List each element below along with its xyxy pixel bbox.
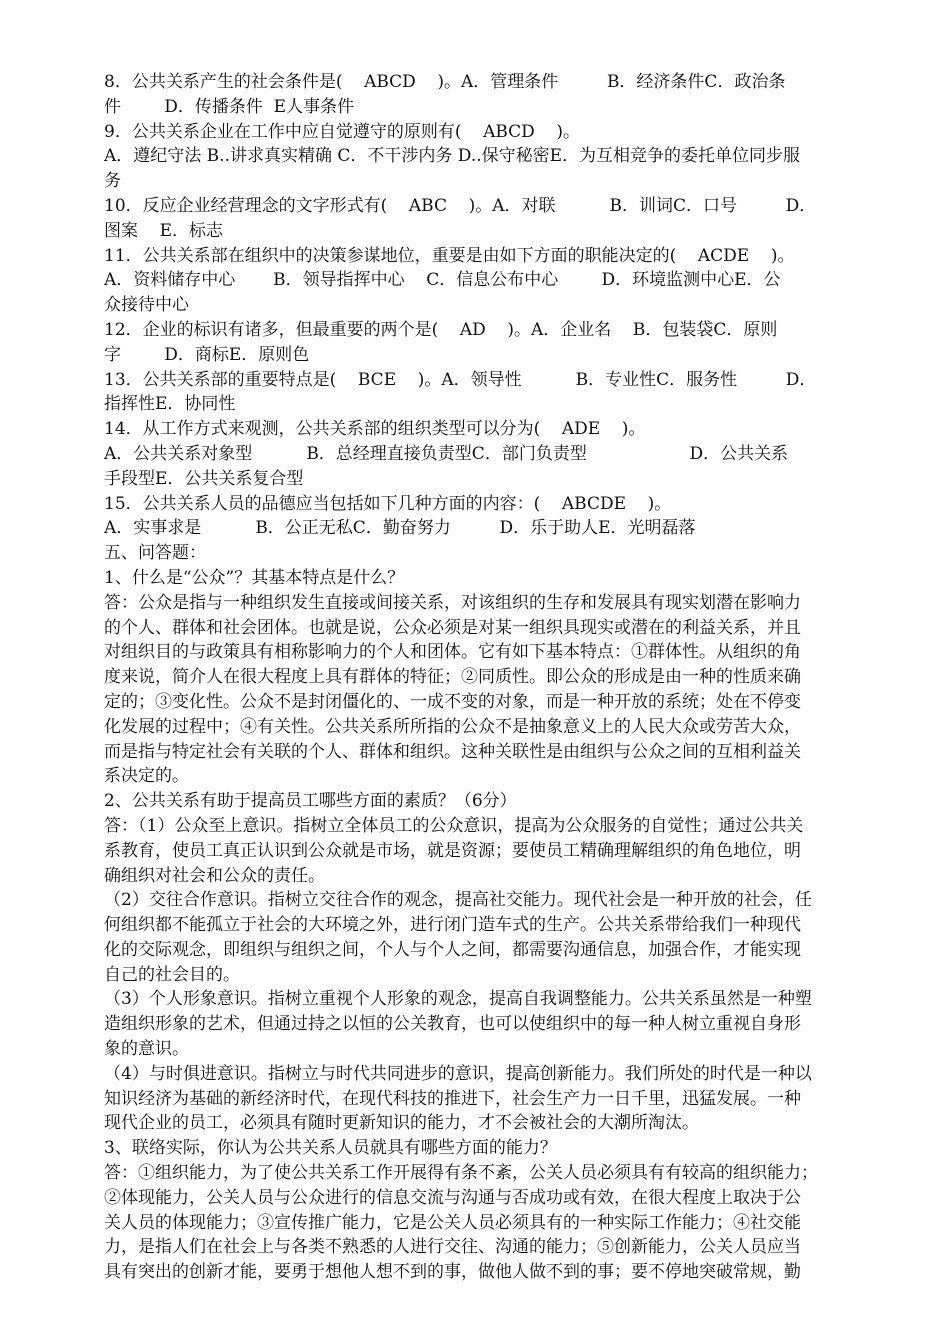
text-line: 字 D．商标E．原则色	[104, 344, 310, 365]
text-line: 答：（1）公众至上意识。指树立全体员工的公众意识，提高为公众服务的自觉性；通过公共关	[104, 815, 804, 836]
text-line: 度来说，简介人在很大程度上具有群体的特征；②同质性。即公众的形成是由一种的性质来确	[104, 667, 801, 688]
text-line: 件 D．传播条件 E人事条件	[104, 96, 355, 117]
text-line: 知识经济为基础的新经济时代，在现代科技的推进下，社会生产力一日千里，迅猛发展。一种	[104, 1088, 801, 1109]
text-line: 11．公共关系部在组织中的决策参谋地位，重要是由如下方面的职能决定的( ACDE )。	[104, 245, 795, 266]
text-line: 现代企业的员工，必须具有随时更新知识的能力，才不会被社会的大潮所淘汰。	[104, 1113, 699, 1134]
text-line: 15．公共关系人员的品德应当包括如下几种方面的内容：( ABCDE )。	[104, 493, 672, 514]
text-line: 图案 E．标志	[104, 220, 224, 241]
text-line: 系决定的。	[104, 766, 189, 787]
text-line: 定的；③变化性。公众不是封闭僵化的、一成不变的对象，而是一种开放的系统；处在不停变	[104, 691, 801, 712]
text-line: 12．企业的标识有诸多，但最重要的两个是( AD )。A．企业名 B．包装袋C．原则	[104, 319, 778, 340]
text-line: 8．公共关系产生的社会条件是( ABCD )。A．管理条件 B．经济条件C．政治条	[104, 72, 786, 92]
text-line: 1、什么是“公众”？其基本特点是什么？	[104, 567, 405, 588]
text-line: 化发展的过程中；④有关性。公共关系所所指的公众不是抽象意义上的人民大众或劳苦大众，	[104, 716, 801, 737]
text-line: A．资料储存中心 B．领导指挥中心 C．信息公布中心 D．环境监测中心E．公	[104, 270, 781, 291]
text-line: 造组织形象的艺术，但通过持之以恒的公关教育，也可以使组织中的每一种人树立重视自身形	[104, 1014, 801, 1035]
text-line: 指挥性E．协同性	[104, 394, 236, 415]
text-line: 自己的社会目的。	[104, 964, 240, 985]
text-line: A．遵纪守法 B..讲求真实精确 C．不干涉内务 D..保守秘密E．为互相竞争的委托单位同步服	[104, 146, 801, 167]
text-line: （4）与时俱进意识。指树立与时代共同进步的意识，提高创新能力。我们所处的时代是一种以	[104, 1063, 812, 1084]
text-line: 而是指与特定社会有关联的个人、群体和组织。这种关联性是由组织与公众之间的互相利益关	[104, 741, 801, 762]
text-line: 关人员的体现能力；③宣传推广能力，它是公关人员必须具有的一种实际工作能力；④社交能	[104, 1212, 801, 1233]
text-line: 何组织都不能孤立于社会的大环境之外，进行闭门造车式的生产。公共关系带给我们一种现代	[104, 915, 801, 936]
text-line: 对组织目的与政策具有相称影响力的个人和团体。它有如下基本特点：①群体性。从组织的角	[104, 642, 801, 663]
text-line: 具有突出的创新才能，要勇于想他人想不到的事，做他人做不到的事；要不停地突破常规，勤	[104, 1262, 801, 1283]
text-line: 10．反应企业经营理念的文字形式有( ABC )。A．对联 B．训词C．口号 D．	[104, 195, 817, 216]
text-line: ②体现能力，公关人员与公众进行的信息交流与沟通与否成功或有效，在很大程度上取决于公	[104, 1187, 801, 1208]
text-line: A．公共关系对象型 B．总经理直接负责型C．部门负责型 D．公共关系	[104, 443, 789, 464]
text-line: 五、问答题：	[104, 543, 206, 564]
text-line: 3、联络实际，你认为公共关系人员就具有哪些方面的能力？	[104, 1138, 557, 1159]
text-line: 化的交际观念，即组织与组织之间，个人与个人之间，都需要沟通信息，加强合作，才能实现	[104, 939, 801, 960]
text-line: 众接待中心	[104, 295, 189, 316]
text-line: （2）交往合作意识。指树立交往合作的观念，提高社交能力。现代社会是一种开放的社会，任	[104, 890, 812, 911]
text-line: 力，是指人们在社会上与各类不熟悉的人进行交往、沟通的能力；⑤创新能力，公关人员应当	[104, 1237, 801, 1258]
text-line: 答：公众是指与一种组织发生直接或间接关系，对该组织的生存和发展具有现实划潜在影响力	[104, 592, 801, 613]
text-line: 13．公共关系部的重要特点是( BCE )。A．领导性 B．专业性C．服务性 D．	[104, 369, 817, 390]
text-line: 系教育，使员工真正认识到公众就是市场，就是资源；要使员工精确理解组织的角色地位，明	[104, 840, 801, 861]
text-line: A．实事求是 B．公正无私C．勤奋努力 D．乐于助人E．光明磊落	[104, 518, 696, 539]
text-line: 9．公共关系企业在工作中应自觉遵守的原则有( ABCD )。	[104, 121, 581, 142]
document-body	[104, 70, 910, 1285]
text-line: 务	[104, 171, 121, 192]
text-line: 手段型E．公共关系复合型	[104, 468, 304, 489]
text-line: 2、公共关系有助于提高员工哪些方面的素质？（6分）	[104, 791, 517, 812]
text-line: （3）个人形象意识。指树立重视个人形象的观念，提高自我调整能力。公共关系虽然是一种塑	[104, 989, 812, 1010]
text-line: 14．从工作方式来观测，公共关系部的组织类型可以分为( ADE )。	[104, 419, 646, 440]
text-line: 的个人、群体和社会团体。也就是说，公众必须是对某一组织具现实或潜在的利益关系，并且	[104, 617, 801, 638]
text-line: 答：①组织能力，为了使公共关系工作开展得有条不紊，公关人员必须具有有较高的组织能力；	[104, 1163, 818, 1184]
text-line: 象的意识。	[104, 1039, 189, 1060]
text-line: 确组织对社会和公众的责任。	[104, 865, 325, 886]
